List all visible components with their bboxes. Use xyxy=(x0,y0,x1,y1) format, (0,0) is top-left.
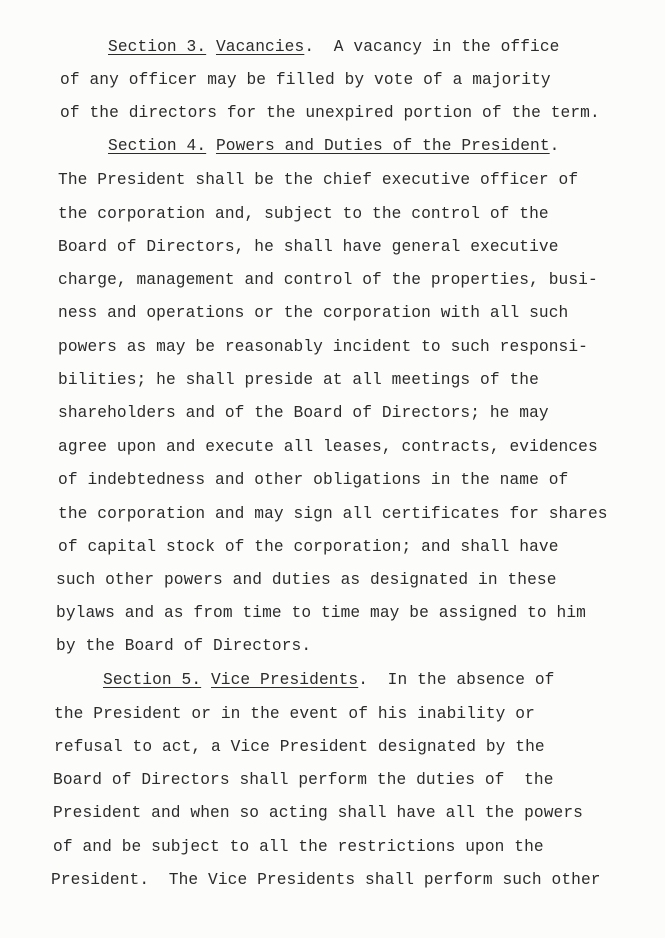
section4-line: such other powers and duties as designated in these xyxy=(56,571,557,589)
section4-line: charge, management and control of the properties, busi- xyxy=(58,271,598,289)
section4-heading-line xyxy=(108,136,560,156)
section5-line: the President or in the event of his inability or xyxy=(54,705,535,723)
section3-line: of any officer may be filled by vote of a majority xyxy=(60,71,551,89)
section4-line: ness and operations or the corporation with all such xyxy=(58,304,569,322)
section5-line: Board of Directors shall perform the duties of the xyxy=(53,771,554,789)
section4-title: Powers and Duties of the President xyxy=(215,137,550,155)
section5-line: President. The Vice Presidents shall perform such other xyxy=(51,871,601,889)
section5-heading: Section 5. xyxy=(103,671,202,689)
section4-line: the corporation and may sign all certificates for shares xyxy=(58,505,608,523)
section4-line: powers as may be reasonably incident to such responsi- xyxy=(58,338,588,356)
section4-line1-rest: . xyxy=(549,137,560,155)
section3-line: of the directors for the unexpired portion of the term. xyxy=(60,104,600,122)
section5-line: President and when so acting shall have all the powers xyxy=(53,804,583,822)
section3-heading: Section 3. xyxy=(108,38,207,56)
section4-line: by the Board of Directors. xyxy=(56,637,312,655)
section4-line: The President shall be the chief executive officer of xyxy=(58,171,579,189)
section5-line: of and be subject to all the restrictions upon the xyxy=(53,838,544,856)
section3-line1-rest: . A vacancy in the office xyxy=(304,38,560,56)
section4-line: bilities; he shall preside at all meetings of the xyxy=(58,371,539,389)
section4-line: of capital stock of the corporation; and shall have xyxy=(58,538,559,556)
section4-heading: Section 4. xyxy=(108,137,207,155)
section3-heading-line xyxy=(108,37,559,57)
section4-line: of indebtedness and other obligations in the name of xyxy=(58,471,569,489)
section4-line: Board of Directors, he shall have general executive xyxy=(58,238,559,256)
section5-title: Vice Presidents xyxy=(210,671,359,689)
section5-line1-rest: . In the absence of xyxy=(358,671,555,689)
section4-line: the corporation and, subject to the control of the xyxy=(58,205,549,223)
section5-line: refusal to act, a Vice President designated by the xyxy=(54,738,545,756)
section3-title: Vacancies xyxy=(215,38,305,56)
section5-heading-line xyxy=(103,670,555,690)
section4-line: bylaws and as from time to time may be assigned to him xyxy=(56,604,586,622)
section4-line: agree upon and execute all leases, contracts, evidences xyxy=(58,438,598,456)
section4-line: shareholders and of the Board of Directors; he may xyxy=(58,404,549,422)
